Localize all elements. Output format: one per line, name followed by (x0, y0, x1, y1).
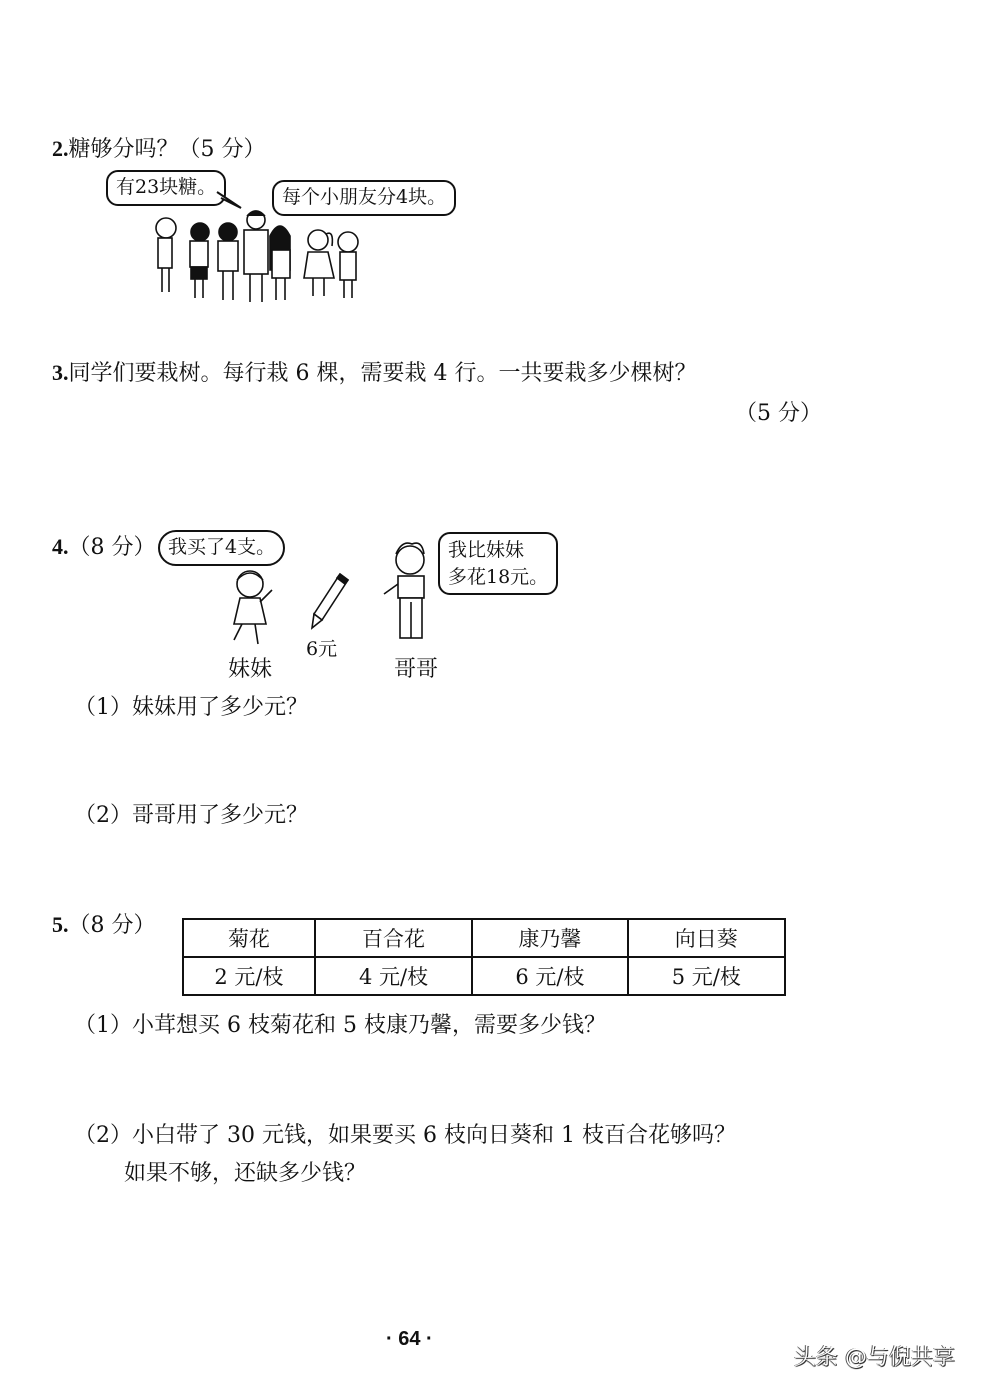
sister-label: 妹妹 (228, 657, 273, 682)
question-4-header (52, 530, 156, 561)
table-header-row (183, 919, 785, 957)
speech-bubble-sister-text: 我买了4支。 (168, 536, 276, 558)
question-5-number: 5. (52, 912, 69, 937)
children-with-teacher-illustration (148, 210, 368, 310)
table-header-cell: 菊花 (183, 919, 315, 957)
question-3-score: （5 分） (735, 401, 822, 426)
table-cell: 5 元/枝 (628, 957, 785, 995)
question-5-score: （8 分） (68, 913, 156, 938)
table-cell: 2 元/枝 (183, 957, 315, 995)
speech-bubble-brother (438, 532, 558, 595)
question-2-title: 糖够分吗？（5 分） (68, 137, 266, 162)
question-4-number: 4. (52, 534, 69, 559)
speech-bubble-teacher (106, 170, 226, 206)
question-4-sub1: （1）妹妹用了多少元？ (74, 695, 308, 720)
flower-price-table (182, 918, 786, 996)
speech-bubble-brother-line1: 我比妹妹 (448, 539, 525, 561)
table-header-cell: 向日葵 (628, 919, 785, 957)
question-2-number: 2. (52, 136, 69, 161)
brother-label: 哥哥 (394, 657, 439, 682)
speech-tail-icon (215, 190, 245, 212)
question-5-sub2-line1: （2）小白带了 30 元钱，如果要买 6 枝向日葵和 1 枝百合花够吗？ (74, 1123, 736, 1148)
question-3-number: 3. (52, 360, 69, 385)
sister-illustration (222, 568, 282, 650)
speech-bubble-girl-text: 每个小朋友分4块。 (282, 186, 447, 208)
table-header-cell: 百合花 (315, 919, 472, 957)
watermark: 头条 @与倪共享 (794, 1345, 955, 1370)
question-5-sub1: （1）小茸想买 6 枝菊花和 5 枝康乃馨，需要多少钱？ (74, 1013, 606, 1038)
speech-bubble-teacher-text: 有23块糖。 (116, 176, 217, 198)
page-number: · 64 · (386, 1328, 433, 1350)
table-cell: 4 元/枝 (315, 957, 472, 995)
table-cell: 6 元/枝 (472, 957, 627, 995)
question-4-score: （8 分） (68, 535, 156, 560)
speech-bubble-sister (158, 530, 285, 566)
question-4-sub2: （2）哥哥用了多少元？ (74, 803, 308, 828)
pencil-price-label: 6元 (306, 638, 338, 660)
question-5-sub2-line2: 如果不够，还缺多少钱？ (124, 1161, 367, 1186)
question-3-text: 同学们要栽树。每行栽 6 棵，需要栽 4 行。一共要栽多少棵树？ (68, 361, 697, 386)
brother-illustration (378, 538, 438, 646)
question-5-header (52, 908, 156, 939)
table-row (183, 957, 785, 995)
question-2-header (52, 132, 266, 163)
table-header-cell: 康乃馨 (472, 919, 627, 957)
question-3-text-line (52, 356, 696, 387)
pencil-icon (308, 570, 352, 632)
speech-bubble-brother-line2: 多花18元。 (448, 565, 549, 588)
